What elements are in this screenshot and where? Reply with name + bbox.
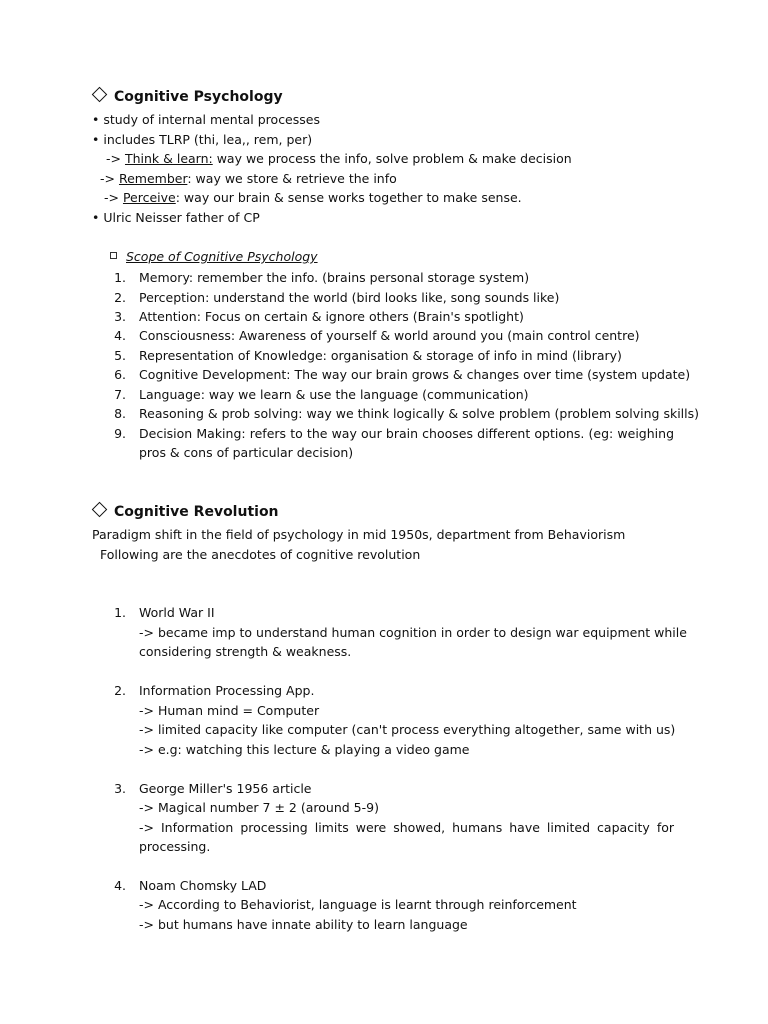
list-number: 6. [114, 367, 126, 382]
list-number: 2. [114, 290, 126, 305]
arrow-prefix: -> [104, 190, 123, 205]
scope-title: Scope of Cognitive Psychology [126, 249, 318, 264]
list-text: Reasoning & prob solving: way we think logically & solve problem (problem solving skills) [139, 406, 700, 421]
list-detail: -> limited capacity like computer (can't process everything altogether, same with us) [139, 722, 676, 737]
list-number: 3. [114, 781, 126, 796]
list-number: 5. [114, 348, 126, 363]
list-text: Representation of Knowledge: organisation & storage of info in mind (library) [139, 348, 622, 363]
list-title: Noam Chomsky LAD [139, 878, 267, 893]
list-detail: -> e.g: watching this lecture & playing a video game [139, 742, 470, 757]
heading-text: Cognitive Revolution [114, 504, 279, 520]
intro-line: Paradigm shift in the field of psychology in mid 1950s, department from Behaviorism [92, 527, 626, 542]
neisser-line: • Ulric Neisser father of CP [92, 210, 260, 225]
list-text: Language: way we learn & use the language (communication) [139, 387, 529, 402]
list-number: 3. [114, 309, 126, 324]
list-title: World War II [139, 605, 215, 620]
list-number: 2. [114, 683, 126, 698]
perceive-line [104, 188, 522, 207]
remember-line [100, 169, 397, 188]
list-text-continued: pros & cons of particular decision) [139, 445, 354, 460]
list-detail: -> Information processing limits were showed, humans have limited capacity for [139, 820, 674, 835]
intro-line: Following are the anecdotes of cognitive revolution [100, 547, 421, 562]
bullet-line: • includes TLRP (thi, lea,, rem, per) [92, 132, 313, 147]
list-text: Attention: Focus on certain & ignore others (Brain's spotlight) [139, 309, 524, 324]
list-detail: -> Magical number 7 ± 2 (around 5-9) [139, 800, 379, 815]
bullet-line: • study of internal mental processes [92, 112, 320, 127]
diamond-bullet-icon [92, 87, 108, 103]
list-number: 7. [114, 387, 126, 402]
list-text: Consciousness: Awareness of yourself & world around you (main control centre) [139, 328, 640, 343]
list-detail: -> Human mind = Computer [139, 703, 320, 718]
list-number: 9. [114, 426, 126, 441]
scope-subheading [110, 247, 318, 266]
think-learn-line [106, 149, 572, 168]
list-text: Perception: understand the world (bird looks like, song sounds like) [139, 290, 560, 305]
list-number: 1. [114, 270, 126, 285]
perceive-label: Perceive [122, 190, 176, 205]
list-number: 8. [114, 406, 126, 421]
list-detail: -> but humans have innate ability to learn language [139, 917, 468, 932]
list-detail: -> According to Behaviorist, language is learnt through reinforcement [139, 897, 577, 912]
list-number: 1. [114, 605, 126, 620]
section-heading-cognitive-psychology [92, 88, 283, 107]
arrow-prefix: -> [106, 151, 125, 166]
list-title: George Miller's 1956 article [139, 781, 312, 796]
section-heading-cognitive-revolution [92, 503, 279, 522]
diamond-bullet-icon [92, 502, 108, 518]
list-number: 4. [114, 328, 126, 343]
arrow-prefix: -> [100, 171, 119, 186]
remember-text: : way we store & retrieve the info [187, 171, 397, 186]
think-learn-text: way we process the info, solve problem & make decision [212, 151, 572, 166]
perceive-text: : way our brain & sense works together to make sense. [175, 190, 522, 205]
think-learn-label: Think & learn: [124, 151, 213, 166]
list-text: Decision Making: refers to the way our brain chooses different options. (eg: weighing [139, 426, 674, 441]
list-detail: processing. [139, 839, 211, 854]
square-bullet-icon [110, 252, 117, 259]
list-number: 4. [114, 878, 126, 893]
remember-label: Remember [118, 171, 188, 186]
list-text: Cognitive Development: The way our brain grows & changes over time (system update) [139, 367, 691, 382]
list-text: Memory: remember the info. (brains personal storage system) [139, 270, 530, 285]
heading-text: Cognitive Psychology [114, 89, 283, 105]
list-detail: -> became imp to understand human cognition in order to design war equipment while [139, 625, 687, 640]
list-detail: considering strength & weakness. [139, 644, 352, 659]
list-title: Information Processing App. [139, 683, 315, 698]
